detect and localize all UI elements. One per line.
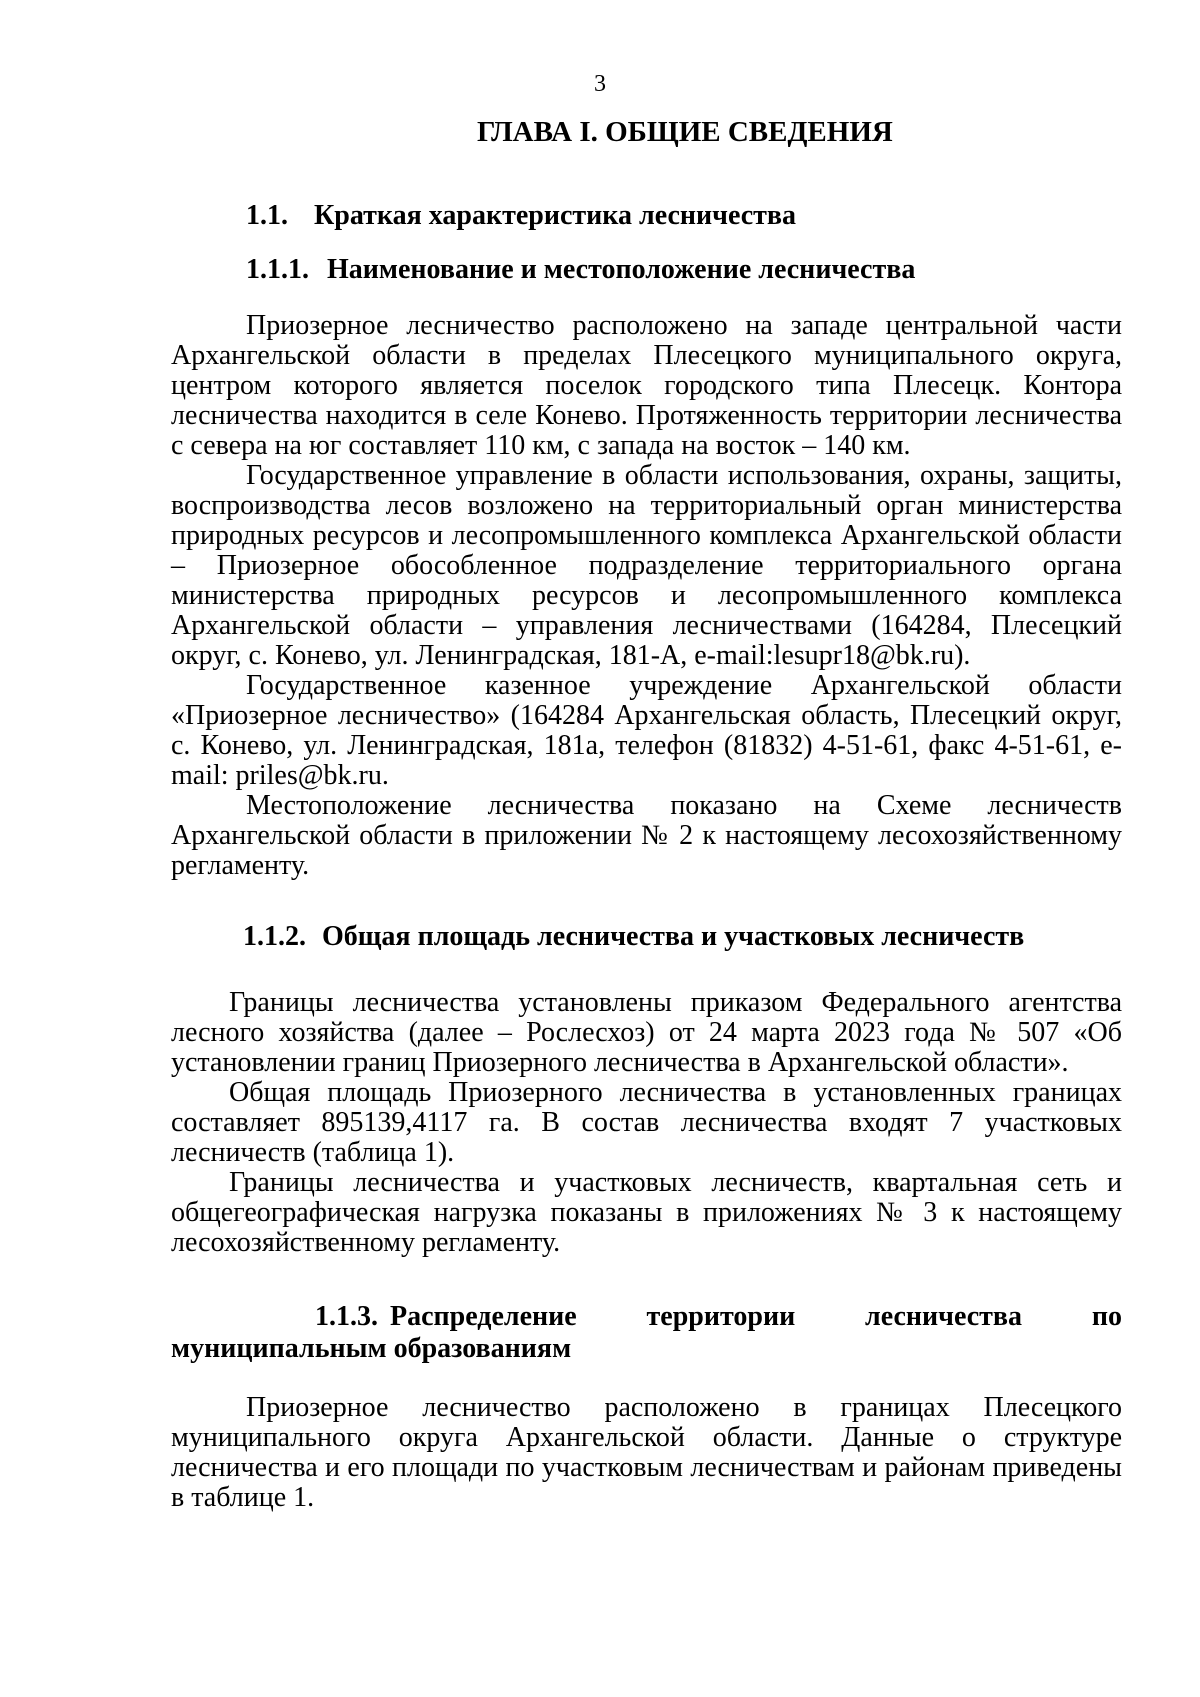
section-1-1-1-body <box>171 311 1122 881</box>
paragraph: Местоположение лесничества показано на Схеме лесничеств Архангельской области в приложении № 2 к настоящему лесохозяйственному регламенту. <box>171 790 1122 881</box>
section-title: Краткая характеристика лесничества <box>314 200 797 231</box>
section-title: Наименование и местоположение лесничества <box>327 254 916 285</box>
section-number: 1.1. <box>246 200 288 231</box>
section-number: 1.1.2. <box>243 921 306 952</box>
paragraph: Границы лесничества установлены приказом Федерального агентства лесного хозяйства (далее – Рослесхоз) от 24 марта 2023 года № 507 «Об установлении границ Приозерного лесничества в Архангельской области». <box>171 987 1122 1078</box>
section-1-1-1-heading <box>171 254 1122 286</box>
section-1-1-3-body <box>171 1393 1122 1513</box>
paragraph: Границы лесничества и участковых лесничеств, квартальная сеть и общегеографическая нагрузка показаны в приложениях № 3 к настоящему лесохозяйственному регламенту. <box>171 1167 1122 1258</box>
chapter-title: ГЛАВА I. ОБЩИЕ СВЕДЕНИЯ <box>477 116 893 148</box>
section-1-1-2-body <box>171 988 1122 1258</box>
paragraph: Приозерное лесничество расположено в границах Плесецкого муниципального округа Архангельской области. Данные о структуре лесничества и его площади по участковым лесничествам и районам приведены в таблице 1. <box>171 1392 1122 1513</box>
section-1-1-2-heading <box>171 921 1122 953</box>
paragraph: Государственное управление в области использования, охраны, защиты, воспроизводства лесов возложено на территориальный орган министерства природных ресурсов и лесопромышленного комплекса Архангельской области – Приозерное обособленное подразделение территориального органа министерства природных ресурсов и лесопромышленного комплекса Архангельской области – управления лесничествами (164284, Плесецкий округ, с. Конево, ул. Ленинградская, 181-А, e-mail:lesupr18@bk.ru). <box>171 460 1122 671</box>
section-1-1-heading <box>171 200 1122 232</box>
section-number: 1.1.1. <box>246 254 309 285</box>
paragraph: Общая площадь Приозерного лесничества в установленных границах составляет 895139,4117 га. В состав лесничества входят 7 участковых лесничеств (таблица 1). <box>171 1077 1122 1168</box>
section-title: Распределение территории лесничества по муниципальным образованиям <box>171 1301 1122 1364</box>
paragraph: Приозерное лесничество расположено на западе центральной части Архангельской области в пределах Плесецкого муниципального округа, центром которого является поселок городского типа Плесецк. Контора лесничества находится в селе Конево. Протяженность территории лесничества с севера на юг составляет 110 км, с запада на восток – 140 км. <box>171 310 1122 461</box>
section-title: Общая площадь лесничества и участковых лесничеств <box>322 921 1025 952</box>
paragraph: Государственное казенное учреждение Архангельской области «Приозерное лесничество» (164284 Архангельская область, Плесецкий округ, с. Конево, ул. Ленинградская, 181а, телефон (81832) 4-51-61, факс 4-51-61, e-mail: priles@bk.ru. <box>171 670 1122 791</box>
page-content <box>171 112 1122 1513</box>
page-number: 3 <box>594 71 606 97</box>
section-1-1-3-heading <box>171 1301 1122 1365</box>
section-number: 1.1.3. <box>315 1301 378 1332</box>
